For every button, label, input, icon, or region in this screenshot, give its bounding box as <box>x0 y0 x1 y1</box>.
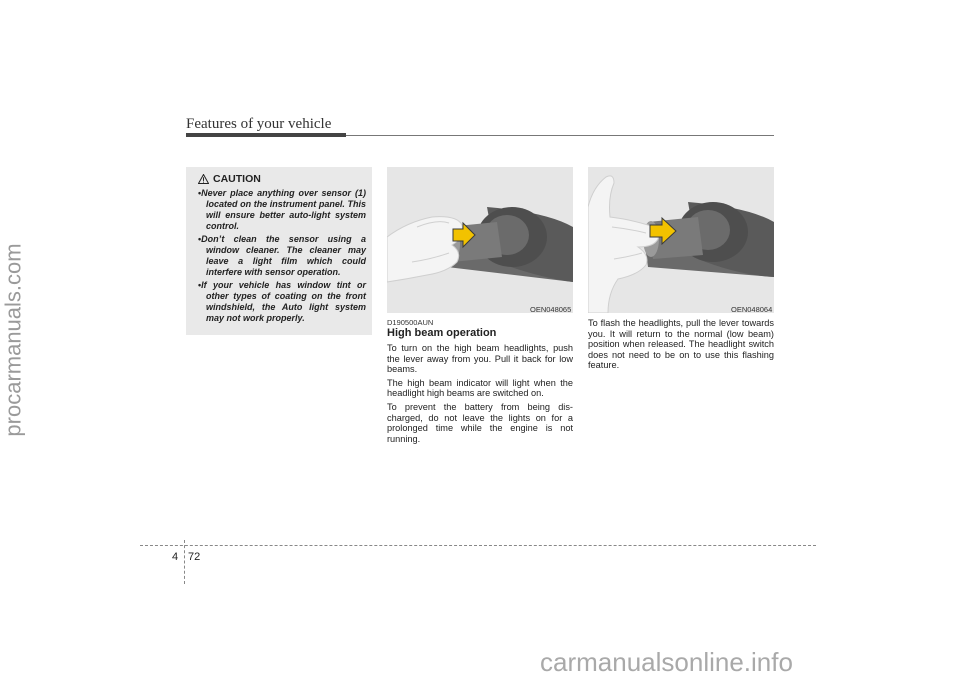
section-code: D190500AUN <box>387 318 434 327</box>
page-header-title: Features of your vehicle <box>186 116 332 132</box>
photo1-code: OEN048065 <box>530 305 572 314</box>
chapter-number: 4 <box>172 551 179 563</box>
warning-triangle-icon <box>198 174 209 184</box>
high-beam-push-photo <box>387 167 573 313</box>
paragraph: To flash the headlights, pull the lever towards you. It will return to the normal (low beam) position when released. The headlight switch does not need to be on to use this flashing feature. <box>588 318 774 371</box>
lever-pull-illustration <box>588 167 774 313</box>
flash-text <box>588 318 774 374</box>
caution-list <box>196 188 366 324</box>
caution-box <box>186 167 372 335</box>
high-beam-text <box>387 343 573 447</box>
side-watermark-text: procarmanuals.com <box>1 243 26 437</box>
side-watermark <box>2 200 26 480</box>
footer-rule <box>140 545 816 546</box>
bottom-watermark: carmanualsonline.info <box>540 647 793 677</box>
paragraph: To turn on the high beam headlights, push the lever away from you. Pull it back for low beams. <box>387 343 573 375</box>
headlight-flash-photo <box>588 167 774 313</box>
paragraph: The high beam indicator will light when the headlight high beams are switched on. <box>387 377 573 399</box>
photo2-code: OEN048064 <box>731 305 773 314</box>
caution-item: • Don’t clean the sensor using a window cleaner. The cleaner may leave a light film which could interfere with sensor operation. <box>196 234 366 278</box>
caution-item: • Never place anything over sensor (1) located on the instrument panel. This will ensure better auto-light system control. <box>196 188 366 232</box>
lever-push-illustration <box>387 167 573 313</box>
section-title: High beam operation <box>387 327 497 339</box>
header-bar <box>186 133 346 137</box>
caution-title: CAUTION <box>213 173 261 185</box>
page-number: 72 <box>188 551 201 563</box>
header-rule <box>346 135 774 136</box>
caution-item: • If your vehicle has window tint or other types of coating on the front windshield, the Auto light system may not work properly. <box>196 280 366 324</box>
paragraph: To prevent the battery from being dis-charged, do not leave the lights on for a prolonged time while the engine is not running. <box>387 401 573 444</box>
caution-header <box>198 173 366 185</box>
footer-divider <box>184 540 185 584</box>
